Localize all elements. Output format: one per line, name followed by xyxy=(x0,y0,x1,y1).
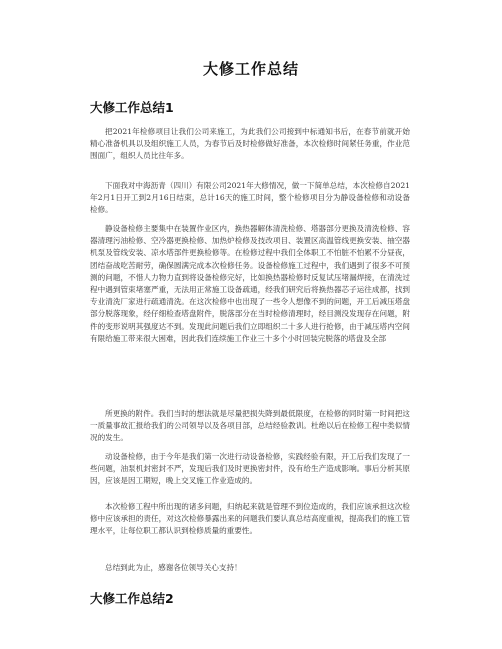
section-heading-2: 大修工作总结2 xyxy=(90,591,174,606)
section-heading-1: 大修工作总结1 xyxy=(90,100,174,115)
document-title: 大修工作总结 xyxy=(202,60,299,78)
paragraph-4: 所更换的附件。我们当时的想法就是尽量把损失降到最低限度，在检修的同时第一时间把这一质量事故汇报给我们的公司领导以及各项目部，总结经验教训。杜绝以后在检修工程中类似情况的发生。 xyxy=(90,409,410,443)
paragraph-5: 动设备检修，由于今年是我们第一次进行动设备检修，实践经验有限，开工后我们发现了一些问题，油泵机封密封不严，发现后我们及时更换密封件，没有给生产造成影响。事后分析其原因，应该是因工期短，晚上交叉施工作业造成的。 xyxy=(90,452,410,486)
paragraph-7: 总结到此为止，感谢各位领导关心支持！ xyxy=(105,563,242,572)
paragraph-2: 下面我对中海沥青（四川）有限公司2021年大修情况，做一下简单总结，本次检修自2021年2月1日开工到2月16日结束，总计16天的施工时间，整个检修项目分为静设备检修和动设备检修。 xyxy=(90,181,410,215)
paragraph-6: 本次检修工程中所出现的诸多问题，归纳起来就是管理不到位造成的，我们应该承担这次检修中应该承担的责任，对这次检修暴露出来的问题我们要认真总结高度重视，提高我们的施工管理水平，让每位职工都认识到检修质量的重要性。 xyxy=(90,502,410,536)
paragraph-1: 把2021年检修项目让我们公司来施工，为此我们公司接到中标通知书后，在春节前就开始精心准备机具以及组织施工人员，为春节后及时检修做好准备，本次检修时间紧任务重，作业范围面广，组织人员比往年多。 xyxy=(90,127,410,161)
paragraph-3: 静设备检修主要集中在装置作业区内，换热器解体清洗检修、塔器部分更换及清洗检修、容器清理污油检修、空冷器更换检修、加热炉检修及技改项目、装置区高温管线更换安装、抽空器机泵及管线安装、凉水塔部件更换检修等。在检修过程中我们全体职工不怕脏不怕累不分昼夜，团结奋战吃苦耐劳，确保圆满完成本次检修任务。设备检修施工过程中，我们遇到了很多不可预测的问题，不惜人力物力直到将设备检修完好，比如换热器检修时反复试压堵漏焊接，在清洗过程中遇到管束堵塞严重，无法用正常施工设备疏通，经我们研究后将换热器芯子运往成都，找到专业清洗厂家进行疏通清洗。在这次检修中也出现了一些令人想像不到的问题，开工后减压塔盘部分脱落现象，经仔细检查塔盘附件，脱落部分在当时检修清理时，经目测没发现存在问题，附件的变形说明其强度达不到。发现此问题后我们立即组织二十多人进行抢修，由于减压塔内空间有限给施工带来很大困难，因此我们连续施工作业三十多个小时回装完脱落的塔盘及全部 xyxy=(90,224,410,343)
